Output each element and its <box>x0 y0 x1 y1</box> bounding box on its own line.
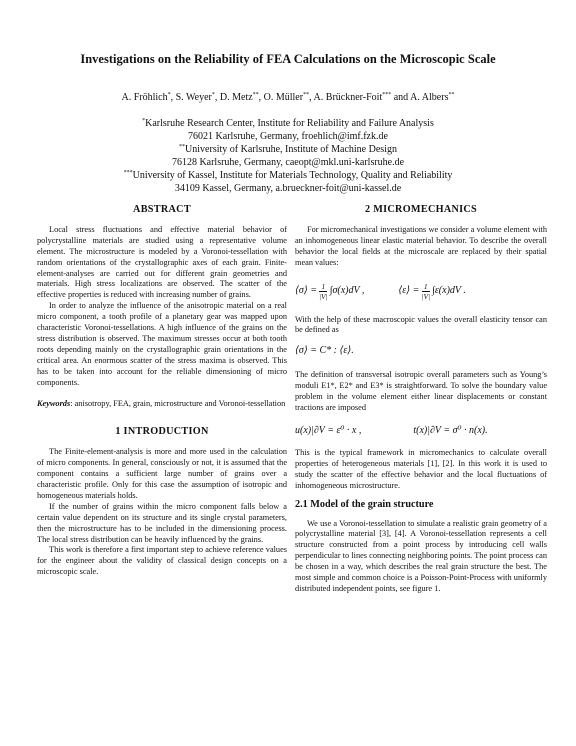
eq1-right-fraction: $\frac{1}{|V|}$ <box>421 282 431 302</box>
affiliation-address: 76128 Karlsruhe, Germany, caeopt@mkl.uni-karlsruhe.de <box>171 157 405 168</box>
intro-paragraph-3: This work is therefore a first important step to achieve reference values for the engineer about the validity of classical design concepts on a microscopic scale. <box>37 545 287 577</box>
paper-title: Investigations on the Reliability of FEA Calculations on the Microscopic Scale <box>80 52 496 66</box>
equation-boundary-conditions <box>295 422 547 440</box>
author-mark: *** <box>382 92 392 98</box>
author-name: A. Brückner-Foit <box>313 92 383 103</box>
affiliations <box>0 117 576 195</box>
author-name: A. Fröhlich <box>121 92 168 103</box>
author-mark: * <box>211 92 215 98</box>
micro-paragraph-5: We use a Voronoi-tessellation to simulate a realistic grain geometry of a polycrystalline material [3], [4]. A Voronoi-tessellation represents a cell structure constructed from a point process by introducing cell walls perpendicular to lines connecting neighboring points. The point process can be chosen in a way, which describes the real grain structure the best. The most simple and common choice is a Poisson-Point-Process with uniformly distributed independent points, see figure 1. <box>295 518 547 593</box>
author-mark: * <box>167 92 171 98</box>
eq3-traction: t(x)|∂V = σ⁰ · n(x). <box>413 424 488 436</box>
eq1-left-integral: ∫σ(x)dV , <box>329 285 365 297</box>
micro-paragraph-4: This is the typical framework in micromechanics to calculate overall properties of heterogeneous materials [1], [2]. In this work it is used to study the scatter of the effective behavior and the local fluctuations of inhomogeneous microstructure. <box>295 447 547 490</box>
affiliation-institute: ***University of Kassel, Institute for Materials Technology, Quality and Reliability <box>123 170 453 181</box>
eq3-displacement: u(x)|∂V = ε⁰ · x , <box>295 424 362 436</box>
introduction-heading: 1 INTRODUCTION <box>115 426 209 438</box>
micro-paragraph-3: The definition of transversal isotropic overall parameters such as Young’s moduli E1*, E2* and E3* is straightforward. To solve the boundary value problem in the volume element either linear displacements or constant tractions are imposed <box>295 370 547 413</box>
author-name: D. Metz <box>219 92 253 103</box>
equation-mean-values <box>295 275 547 309</box>
eq1-right-lhs: ⟨ε⟩ = <box>398 285 420 297</box>
micromechanics-heading: 2 MICROMECHANICS <box>364 204 478 215</box>
keywords-label: Keywords <box>37 398 71 408</box>
eq1-left-fraction: $\frac{1}{|V|}$ <box>318 282 328 302</box>
eq1-right-integral: ∫ε(x)dV . <box>432 285 466 297</box>
intro-paragraph-2: If the number of grains within the micro component falls below a certain value dependent on its structure and its single crystal parameters, then the microstructure has to be included in the dimensioning process. The local stress distribution can be heavily influenced by the grains. <box>37 501 287 544</box>
intro-paragraph-1: The Finite-element-analysis is more and more used in the calculation of micro components. In general, consciously or not, it is assumed that the component contains a sufficient large number of grains over a characteristic profile. Only for this case the assumption of isotropic and homogeneous materials holds. <box>37 447 287 500</box>
author-list: A. Fröhlich*, S. Weyer*, D. Metz**, O. Müller**, A. Brückner-Foit*** and A. Albers** <box>121 92 455 103</box>
author-mark: ** <box>252 92 259 98</box>
eq1-left-lhs: ⟨σ⟩ = <box>295 285 317 297</box>
right-column <box>295 205 547 595</box>
affiliation-address: 76021 Karlsruhe, Germany, froehlich@imf.fzk.de <box>188 131 388 142</box>
author-name: O. Müller <box>263 92 304 103</box>
equation-elasticity-tensor: ⟨σ⟩ = C* : ⟨ε⟩. <box>295 344 354 356</box>
author-name: A. Albers <box>410 92 449 103</box>
author-mark: ** <box>303 92 310 98</box>
abstract-heading: ABSTRACT <box>133 204 191 215</box>
affiliation-address: 34109 Kassel, Germany, a.brueckner-foit@uni-kassel.de <box>174 183 402 194</box>
micro-paragraph-2: With the help of these macroscopic values the overall elasticity tensor can be defined as <box>295 314 547 335</box>
micro-paragraph-1: For micromechanical investigations we consider a volume element with an inhomogeneous linear elastic material behavior. To describe the overall behavior the local fields at the microscale are replaced by their spatial mean values: <box>295 224 547 267</box>
author-mark: ** <box>448 92 455 98</box>
left-column <box>37 205 287 578</box>
affiliation-institute: **University of Karlsruhe, Institute of Machine Design <box>179 144 397 155</box>
abstract-paragraph-1: Local stress fluctuations and effective material behavior of polycrystalline materials are studied using a representative volume element. The microstructure is modeled by a Voronoi-tessellation with random orientations of the crystallographic axes of each grain. Finite-element-analyses are carried out for different grain geometries and materials. High stress localizations are observed. The scatter of the effective properties is reduced with increasing number of grains. <box>37 224 287 300</box>
abstract-paragraph-2: In order to analyze the influence of the anisotropic material on a real micro component, a tooth profile of a planetary gear was mapped upon characteristic Voronoi-tessellations. A high influence of the grains on the stress distribution is observed. The maximum stresses occur at both tooth roots depending mainly on the crystallographic grain orientations in the critical area. An enormous scatter of the stress maxima is observed. This has to be taken into account for the reliable dimensioning of micro components. <box>37 301 287 387</box>
grain-structure-heading: 2.1 Model of the grain structure <box>295 498 434 510</box>
author-name: S. Weyer <box>175 92 212 103</box>
affiliation-institute: *Karlsruhe Research Center, Institute for Reliability and Failure Analysis <box>142 118 434 129</box>
keywords-text: : anisotropy, FEA, grain, microstructure and Voronoi-tessellation <box>70 398 286 408</box>
keywords <box>37 399 287 410</box>
